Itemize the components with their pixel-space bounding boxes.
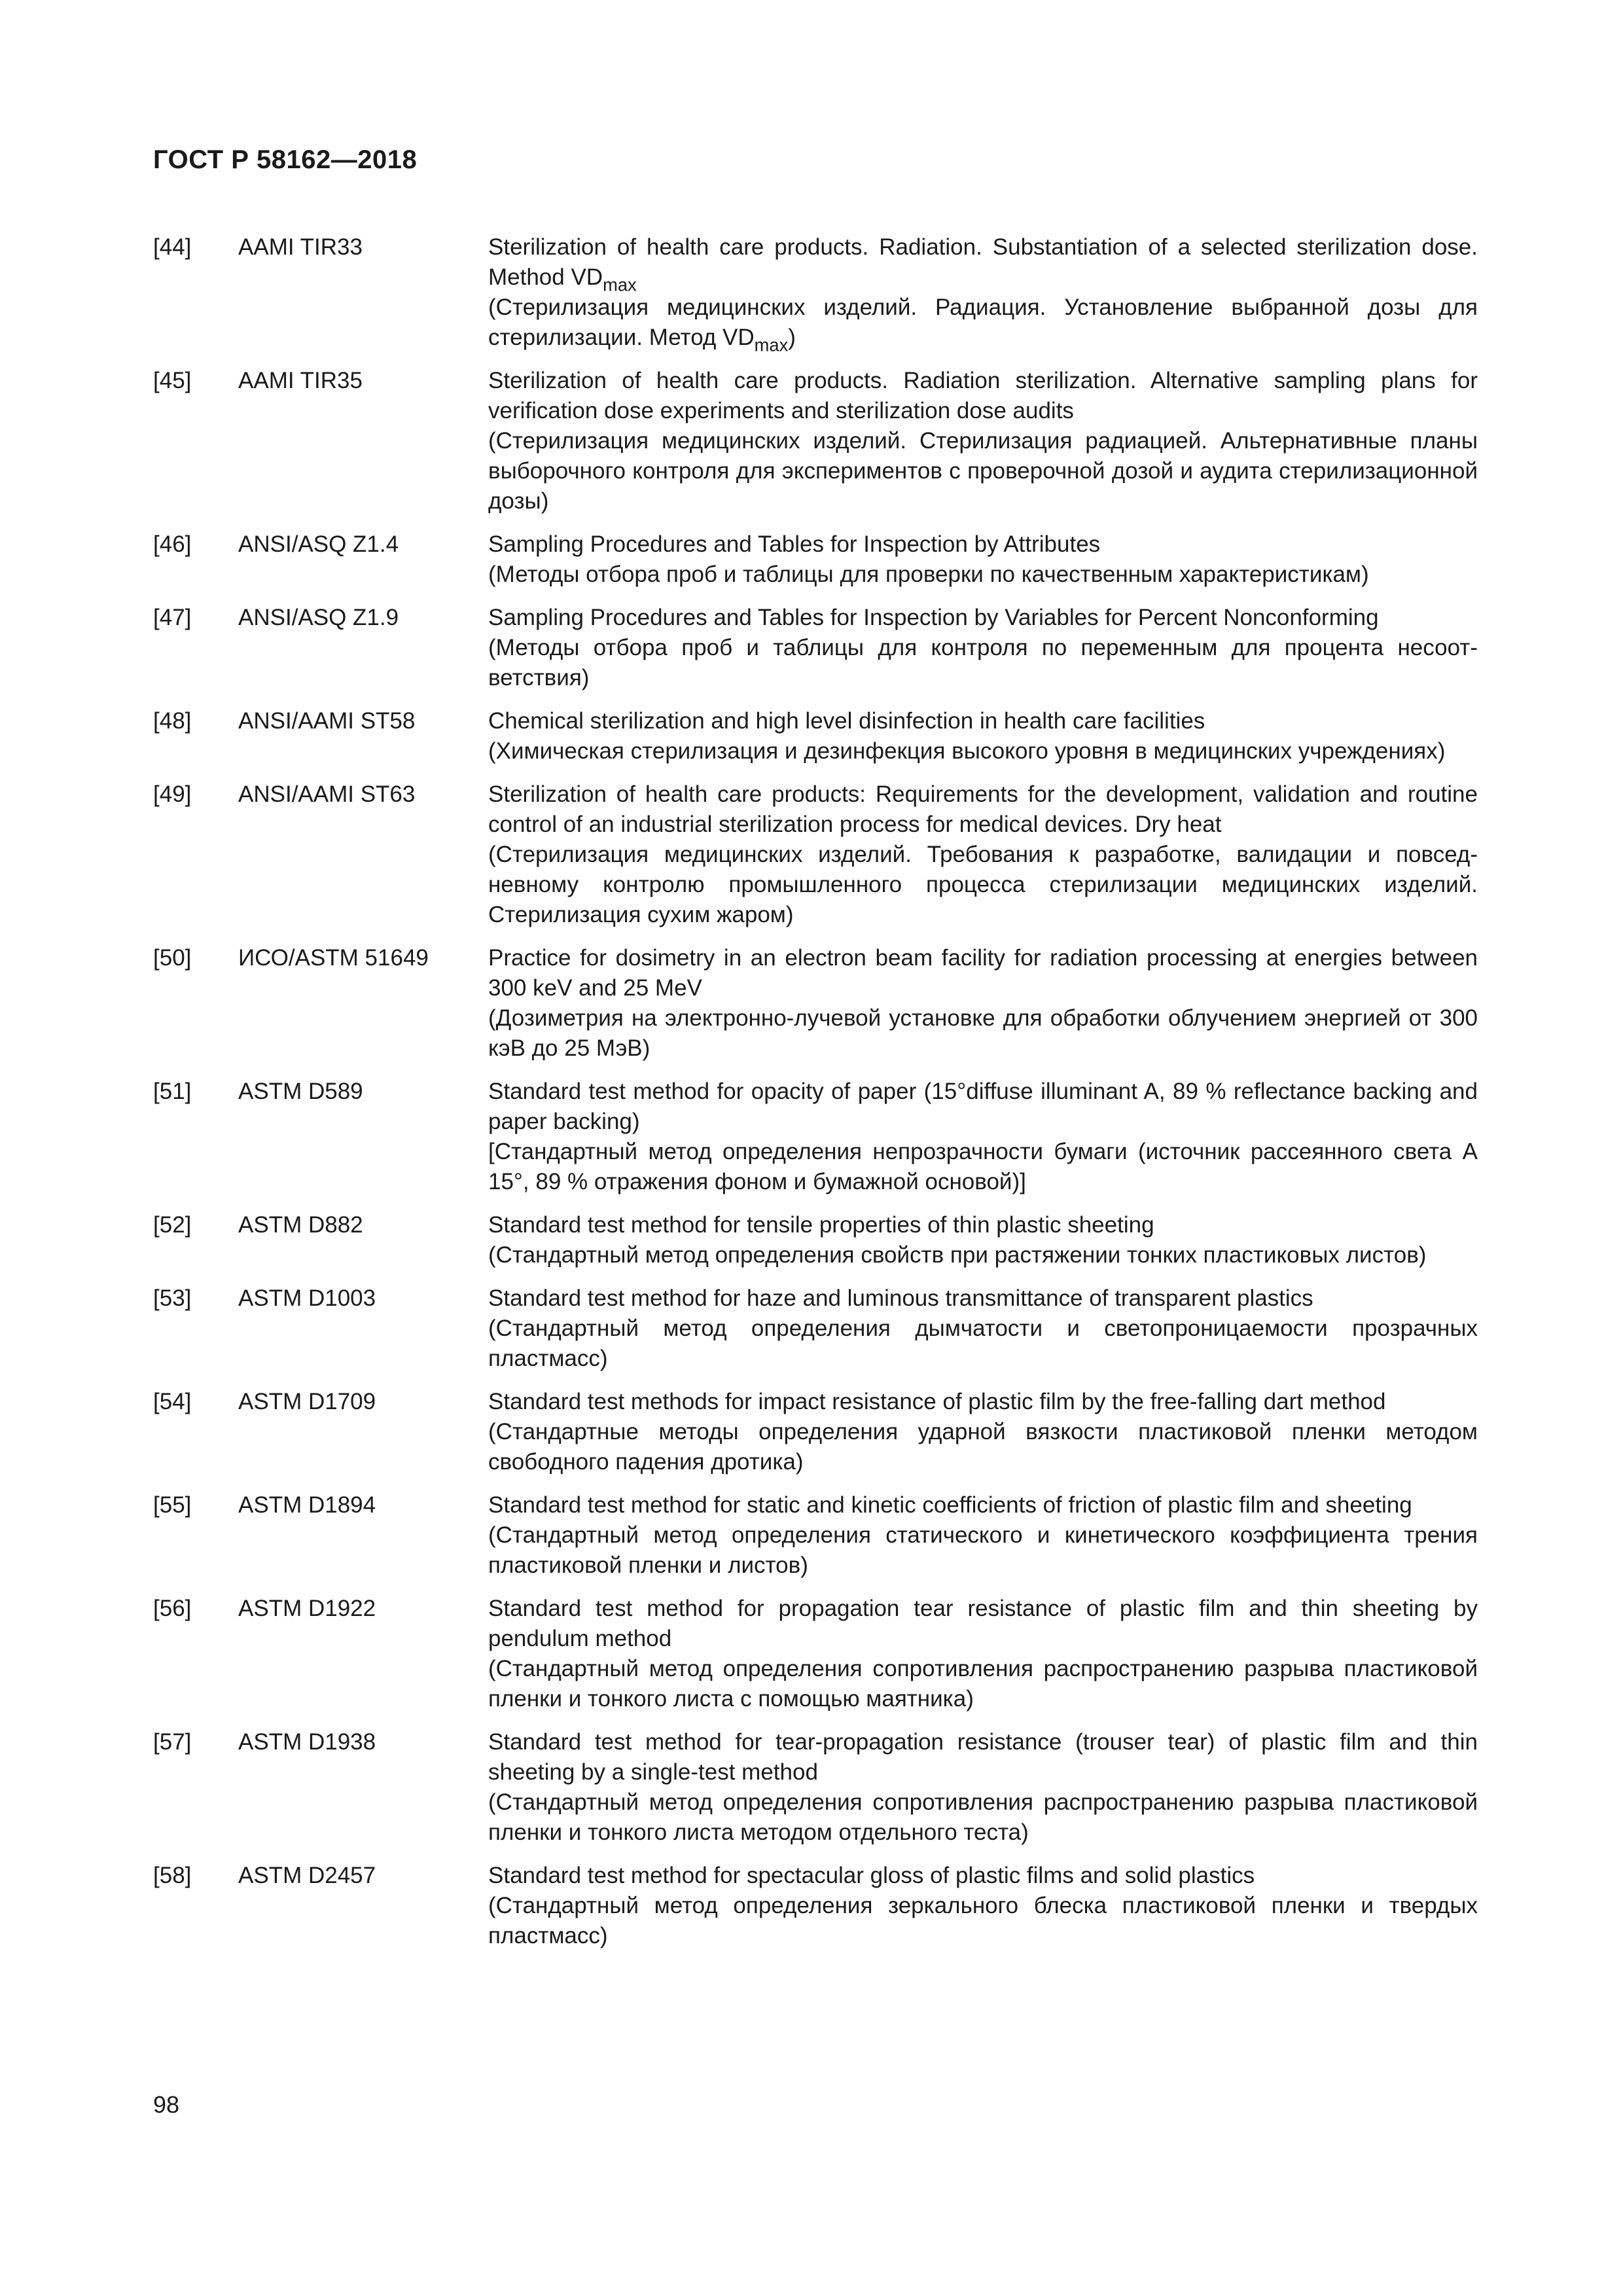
reference-number: [47] — [153, 605, 192, 630]
reference-item — [153, 366, 1478, 516]
page-number: 98 — [153, 2091, 180, 2118]
english-title: Sterilization of health care products. Radiation. Substantiation of a selected sterilization dose. Method $VD_{max}$ — [488, 234, 1478, 295]
english-title: Chemical sterilization and high level disinfection in health care facilities — [488, 708, 1205, 734]
reference-code: AAMI TIR33 — [238, 234, 363, 260]
reference-number: [45] — [153, 368, 192, 393]
reference-number: [58] — [153, 1863, 192, 1888]
reference-number: [48] — [153, 708, 192, 734]
english-title: Standard test method for tear-propagation resistance (trouser tear) of plastic film and thin sheeting by a single-test method — [488, 1729, 1478, 1785]
english-title: Practice for dosimetry in an electron beam facility for radiation processing at energies between 300 keV and 25 MeV — [488, 945, 1478, 1001]
russian-title: (Стандартный метод определения зеркального блеска пластиковой пленки и твердых пластмасс) — [488, 1893, 1478, 1948]
reference-code: ASTM D1003 — [238, 1285, 376, 1311]
english-title: Sterilization of health care products: Requirements for the development, validation and routine control of an industrial sterilization process for medical devices. Dry heat — [488, 781, 1478, 837]
reference-code: ANSI/AAMI ST58 — [238, 708, 416, 734]
reference-item — [153, 943, 1478, 1064]
russian-title: (Стандартный метод определения сопротивления распространению разрыва пластиковой пленки и тонкого листа с помощью маятника) — [488, 1656, 1478, 1712]
reference-number: [46] — [153, 531, 192, 557]
reference-number: [55] — [153, 1492, 192, 1518]
reference-number: [49] — [153, 781, 192, 807]
reference-number: [51] — [153, 1079, 192, 1104]
reference-code: ANSI/ASQ Z1.4 — [238, 531, 399, 557]
russian-title: (Стандартные методы определения ударной вязкости пластиковой пленки методом свободного падения дротика) — [488, 1419, 1478, 1475]
russian-title: (Стандартный метод определения сопротивления распространению разрыва пластиковой пленки и тонкого листа методом отдельного теста) — [488, 1789, 1478, 1845]
reference-item — [153, 1077, 1478, 1197]
russian-title: (Стерилизация медицинских изделий. Стерилизация радиацией. Альтернативные планы выборочного контроля для экспериментов с проверочной дозой и аудита стерилизационной дозы) — [488, 428, 1478, 514]
english-title: Standard test method for propagation tear resistance of plastic film and thin sheeting by pendulum method — [488, 1596, 1478, 1651]
reference-code: ASTM D1922 — [238, 1596, 376, 1621]
reference-number: [52] — [153, 1212, 192, 1238]
reference-title — [488, 706, 1478, 766]
document-header: ГОСТ Р 58162—2018 — [153, 145, 418, 174]
reference-code: ASTM D1894 — [238, 1492, 376, 1518]
reference-code: ASTM D1709 — [238, 1389, 376, 1414]
reference-item — [153, 780, 1478, 930]
reference-code: ASTM D589 — [238, 1079, 363, 1104]
reference-code: ANSI/AAMI ST63 — [238, 781, 416, 807]
reference-title — [488, 529, 1478, 590]
reference-title — [488, 1727, 1478, 1848]
reference-code: AAMI TIR35 — [238, 368, 363, 393]
english-title: Standard test method for spectacular gloss of plastic films and solid plastics — [488, 1863, 1255, 1888]
reference-title — [488, 1594, 1478, 1714]
english-title: Sampling Procedures and Tables for Inspection by Variables for Percent Nonconforming — [488, 605, 1379, 630]
english-title: Standard test method for opacity of paper (15°diffuse illuminant A, 89 % reflectance backing and paper backing) — [488, 1079, 1478, 1134]
reference-title — [488, 1283, 1478, 1374]
russian-title: (Стандартный метод определения дымчатости и светопроницаемости прозрачных пластмасс) — [488, 1316, 1478, 1371]
russian-title: (Стерилизация медицинских изделий. Требования к разработке, валидации и повседневному контролю промышленного процесса стерилизации медицинских изделий. Стерилизация сухим жаром) — [488, 842, 1478, 927]
russian-title: [Стандартный метод определения непрозрачности бумаги (источник рассеянного света А 15°, 89 % отражения фоном и бумажной основой)] — [488, 1139, 1478, 1194]
reference-title — [488, 1861, 1478, 1951]
reference-code: ANSI/ASQ Z1.9 — [238, 605, 399, 630]
russian-title: (Стандартный метод определения статического и кинетического коэффициента трения пластиковой пленки и листов) — [488, 1522, 1478, 1578]
english-title: Sampling Procedures and Tables for Inspection by Attributes — [488, 531, 1101, 557]
reference-item — [153, 1387, 1478, 1477]
reference-item — [153, 1861, 1478, 1951]
reference-number: [53] — [153, 1285, 192, 1311]
reference-number: [50] — [153, 945, 192, 971]
russian-title: (Дозиметрия на электронно-лучевой установке для обработки облучением энергией от 300 кэВ до 25 МэВ) — [488, 1005, 1478, 1061]
russian-title: (Химическая стерилизация и дезинфекция высокого уровня в медицинских учреждениях) — [488, 738, 1446, 764]
reference-item — [153, 603, 1478, 693]
reference-list — [153, 232, 1478, 1964]
russian-title: (Стандартный метод определения свойств при растяжении тонких пластиковых листов) — [488, 1242, 1427, 1268]
reference-item — [153, 529, 1478, 590]
reference-title — [488, 1490, 1478, 1581]
reference-code: ASTM D882 — [238, 1212, 363, 1238]
reference-title — [488, 366, 1478, 516]
reference-title — [488, 1077, 1478, 1197]
reference-title — [488, 780, 1478, 930]
english-title: Standard test method for haze and luminous transmittance of transparent plastics — [488, 1285, 1313, 1311]
reference-code: ASTM D1938 — [238, 1729, 376, 1755]
reference-number: [44] — [153, 234, 192, 260]
reference-title — [488, 232, 1478, 353]
reference-title — [488, 943, 1478, 1064]
russian-title: (Стерилизация медицинских изделий. Радиация. Установление выбранной дозы для стерилизации. Метод $VD_{max}$) — [488, 295, 1478, 355]
reference-number: [57] — [153, 1729, 192, 1755]
reference-item — [153, 1727, 1478, 1848]
reference-code: ИСО/ASTM 51649 — [238, 945, 429, 971]
reference-item — [153, 1283, 1478, 1374]
reference-item — [153, 1490, 1478, 1581]
english-title: Standard test methods for impact resistance of plastic film by the free-falling dart method — [488, 1389, 1386, 1414]
english-title: Sterilization of health care products. Radiation sterilization. Alternative sampling plans for verification dose experiments and sterilization dose audits — [488, 368, 1478, 423]
russian-title: (Методы отбора проб и таблицы для проверки по качественным характеристикам) — [488, 562, 1369, 587]
reference-item — [153, 232, 1478, 353]
reference-number: [56] — [153, 1596, 192, 1621]
russian-title: (Методы отбора проб и таблицы для контроля по переменным для процента несоответствия) — [488, 635, 1478, 691]
english-title: Standard test method for static and kinetic coefficients of friction of plastic film and sheeting — [488, 1492, 1412, 1518]
reference-title — [488, 1387, 1478, 1477]
english-title: Standard test method for tensile properties of thin plastic sheeting — [488, 1212, 1154, 1238]
reference-code: ASTM D2457 — [238, 1863, 376, 1888]
reference-item — [153, 1210, 1478, 1270]
reference-item — [153, 706, 1478, 766]
reference-title — [488, 603, 1478, 693]
reference-number: [54] — [153, 1389, 192, 1414]
reference-title — [488, 1210, 1478, 1270]
reference-item — [153, 1594, 1478, 1714]
